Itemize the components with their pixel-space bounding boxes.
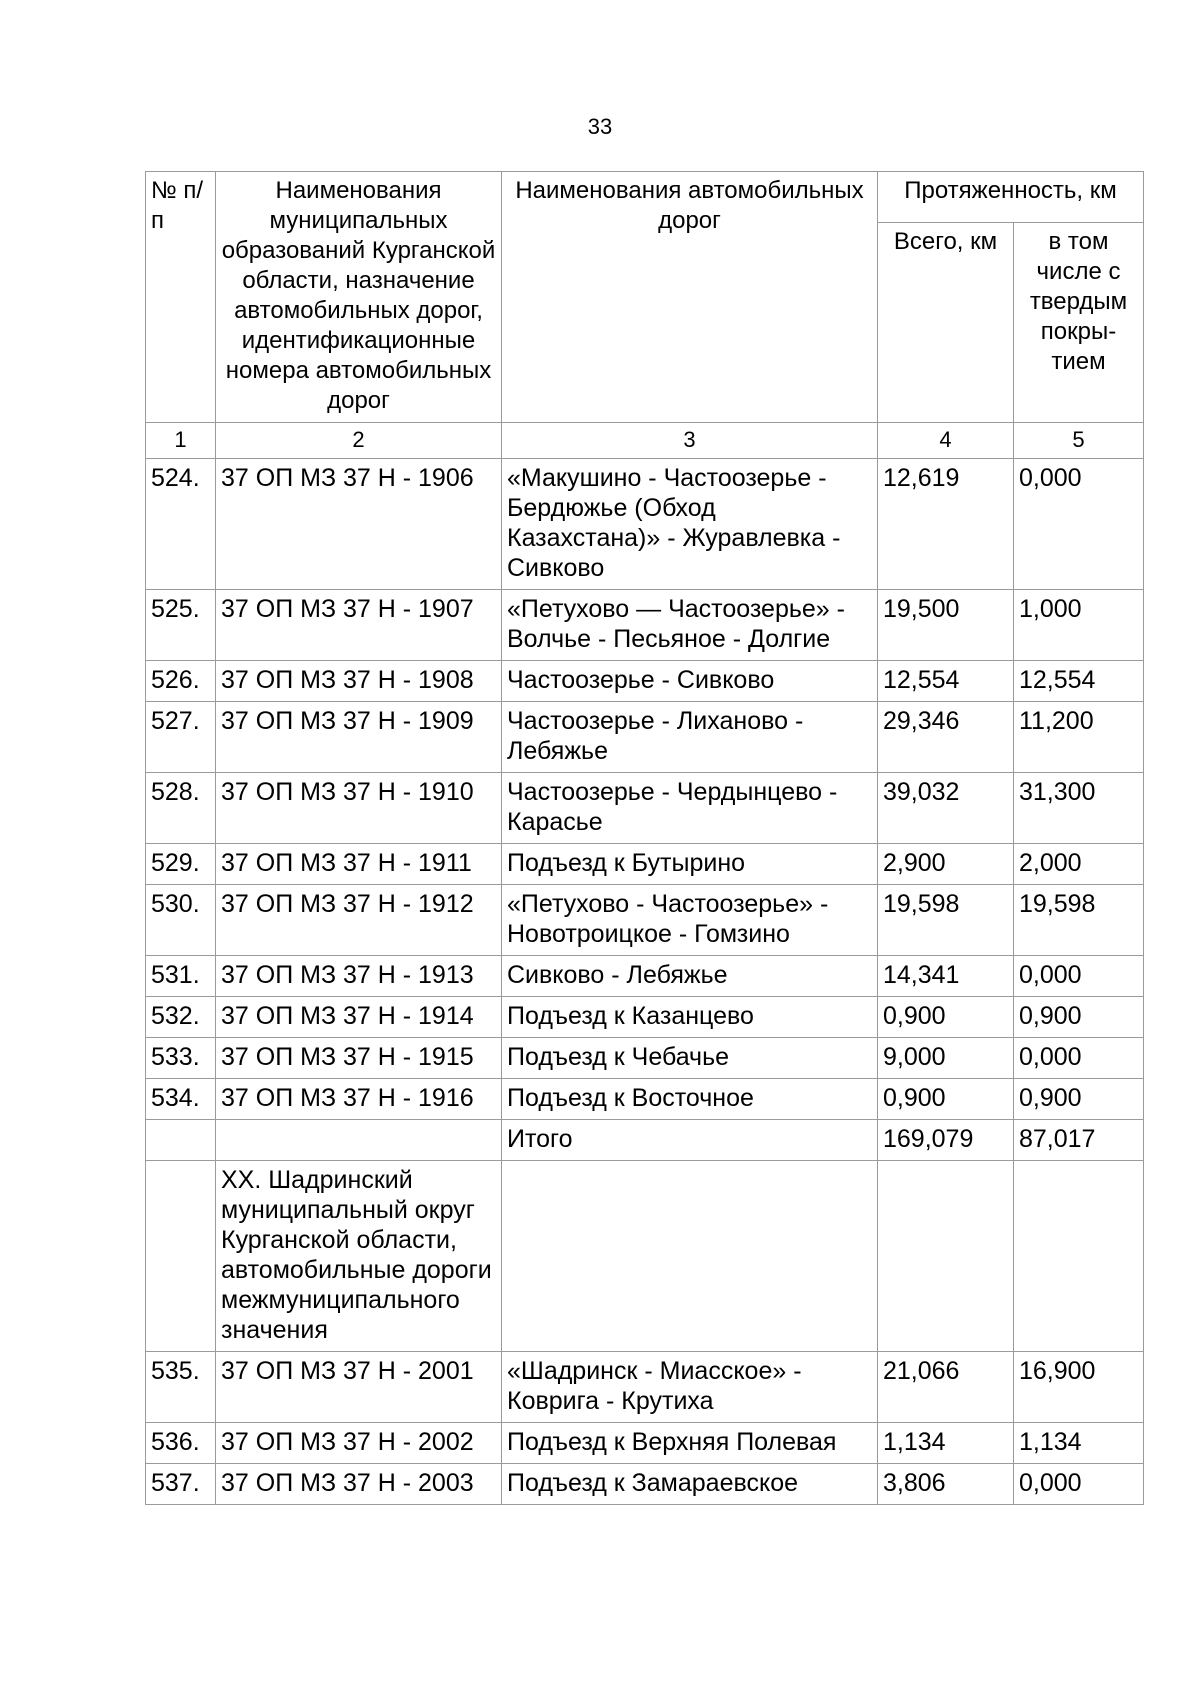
table-row (146, 885, 1144, 956)
length-total: 0,900 (878, 1079, 1014, 1120)
road-name (502, 1161, 878, 1352)
table-row (146, 1038, 1144, 1079)
road-name: Сивково - Лебяжье (502, 956, 878, 997)
column-number-row (146, 423, 1144, 459)
column-number: 2 (216, 423, 502, 459)
length-total: 19,500 (878, 590, 1014, 661)
length-hard: 87,017 (1014, 1120, 1144, 1161)
road-name: Частоозерье - Сивково (502, 661, 878, 702)
table-row (146, 773, 1144, 844)
road-name: «Петухово — Частоозерье» - Волчье - Песьяное - Долгие (502, 590, 878, 661)
length-hard: 11,200 (1014, 702, 1144, 773)
road-id: 37 ОП МЗ 37 Н - 1913 (216, 956, 502, 997)
road-id: 37 ОП МЗ 37 Н - 1914 (216, 997, 502, 1038)
table-row (146, 1120, 1144, 1161)
length-total: 19,598 (878, 885, 1014, 956)
length-total: 12,619 (878, 459, 1014, 590)
column-number: 1 (146, 423, 216, 459)
row-number: 536. (146, 1423, 216, 1464)
row-number: 524. (146, 459, 216, 590)
road-id: XX. Шадринский муниципальный округ Курганской области, автомобильные дороги межмуниципального значения (216, 1161, 502, 1352)
road-id: 37 ОП МЗ 37 Н - 2001 (216, 1352, 502, 1423)
road-name: «Макушино - Частоозерье - Бердюжье (Обход Казахстана)» - Журавлевка - Сивково (502, 459, 878, 590)
table-row (146, 956, 1144, 997)
row-number: 531. (146, 956, 216, 997)
table-row (146, 590, 1144, 661)
table-row (146, 844, 1144, 885)
road-id: 37 ОП МЗ 37 Н - 1907 (216, 590, 502, 661)
road-name: «Петухово - Частоозерье» - Новотроицкое - Гомзино (502, 885, 878, 956)
header-municipality: Наименования муниципальных образований Курганской области, назначение автомобильных дорог, идентификационные номера автомобильных дорог (216, 172, 502, 423)
table-row (146, 459, 1144, 590)
length-total: 2,900 (878, 844, 1014, 885)
length-total: 14,341 (878, 956, 1014, 997)
table-row (146, 1352, 1144, 1423)
length-hard: 0,900 (1014, 1079, 1144, 1120)
row-number: 537. (146, 1464, 216, 1505)
row-number: 528. (146, 773, 216, 844)
road-name: Подъезд к Чебачье (502, 1038, 878, 1079)
roads-table (145, 171, 1144, 1505)
road-name: Подъезд к Казанцево (502, 997, 878, 1038)
length-total: 0,900 (878, 997, 1014, 1038)
road-name: Частоозерье - Лиханово - Лебяжье (502, 702, 878, 773)
row-number: 530. (146, 885, 216, 956)
table-row (146, 1161, 1144, 1352)
road-name: «Шадринск - Миасское» - Коврига - Крутиха (502, 1352, 878, 1423)
length-hard: 0,000 (1014, 1464, 1144, 1505)
length-hard: 0,000 (1014, 1038, 1144, 1079)
header-length-hard: в том числе с твердым покры-тием (1014, 222, 1144, 422)
length-hard: 16,900 (1014, 1352, 1144, 1423)
row-number: 532. (146, 997, 216, 1038)
column-number: 4 (878, 423, 1014, 459)
length-hard: 31,300 (1014, 773, 1144, 844)
length-total: 39,032 (878, 773, 1014, 844)
road-name: Подъезд к Восточное (502, 1079, 878, 1120)
row-number: 526. (146, 661, 216, 702)
row-number: 534. (146, 1079, 216, 1120)
table-header (146, 172, 1144, 423)
table-body (146, 423, 1144, 1505)
row-number: 527. (146, 702, 216, 773)
length-total: 1,134 (878, 1423, 1014, 1464)
table-row (146, 1423, 1144, 1464)
road-name: Подъезд к Замараевское (502, 1464, 878, 1505)
table-row (146, 1079, 1144, 1120)
length-total: 29,346 (878, 702, 1014, 773)
length-hard: 2,000 (1014, 844, 1144, 885)
road-id (216, 1120, 502, 1161)
road-id: 37 ОП МЗ 37 Н - 1909 (216, 702, 502, 773)
length-total: 9,000 (878, 1038, 1014, 1079)
road-id: 37 ОП МЗ 37 Н - 1908 (216, 661, 502, 702)
row-number: 535. (146, 1352, 216, 1423)
length-hard (1014, 1161, 1144, 1352)
row-number (146, 1120, 216, 1161)
road-name: Итого (502, 1120, 878, 1161)
road-id: 37 ОП МЗ 37 Н - 2003 (216, 1464, 502, 1505)
road-name: Подъезд к Верхняя Полевая (502, 1423, 878, 1464)
road-id: 37 ОП МЗ 37 Н - 2002 (216, 1423, 502, 1464)
length-total: 3,806 (878, 1464, 1014, 1505)
road-name: Частоозерье - Чердынцево - Карасье (502, 773, 878, 844)
header-road-name: Наименования автомобильных дорог (502, 172, 878, 423)
column-number: 5 (1014, 423, 1144, 459)
page-number: 33 (587, 114, 613, 139)
table-row (146, 1464, 1144, 1505)
length-total (878, 1161, 1014, 1352)
road-id: 37 ОП МЗ 37 Н - 1916 (216, 1079, 502, 1120)
header-length-group: Протяженность, км (878, 172, 1144, 223)
road-id: 37 ОП МЗ 37 Н - 1915 (216, 1038, 502, 1079)
table-row (146, 661, 1144, 702)
row-number: 529. (146, 844, 216, 885)
table-row (146, 702, 1144, 773)
length-hard: 1,000 (1014, 590, 1144, 661)
row-number: 525. (146, 590, 216, 661)
length-total: 21,066 (878, 1352, 1014, 1423)
length-total: 12,554 (878, 661, 1014, 702)
length-hard: 19,598 (1014, 885, 1144, 956)
header-number: № п/п (146, 172, 216, 423)
length-hard: 12,554 (1014, 661, 1144, 702)
road-id: 37 ОП МЗ 37 Н - 1912 (216, 885, 502, 956)
length-hard: 0,000 (1014, 459, 1144, 590)
road-id: 37 ОП МЗ 37 Н - 1906 (216, 459, 502, 590)
length-hard: 0,900 (1014, 997, 1144, 1038)
row-number (146, 1161, 216, 1352)
road-id: 37 ОП МЗ 37 Н - 1911 (216, 844, 502, 885)
table-row (146, 997, 1144, 1038)
column-number: 3 (502, 423, 878, 459)
length-total: 169,079 (878, 1120, 1014, 1161)
length-hard: 1,134 (1014, 1423, 1144, 1464)
length-hard: 0,000 (1014, 956, 1144, 997)
road-id: 37 ОП МЗ 37 Н - 1910 (216, 773, 502, 844)
row-number: 533. (146, 1038, 216, 1079)
header-length-total: Всего, км (878, 222, 1014, 422)
road-name: Подъезд к Бутырино (502, 844, 878, 885)
